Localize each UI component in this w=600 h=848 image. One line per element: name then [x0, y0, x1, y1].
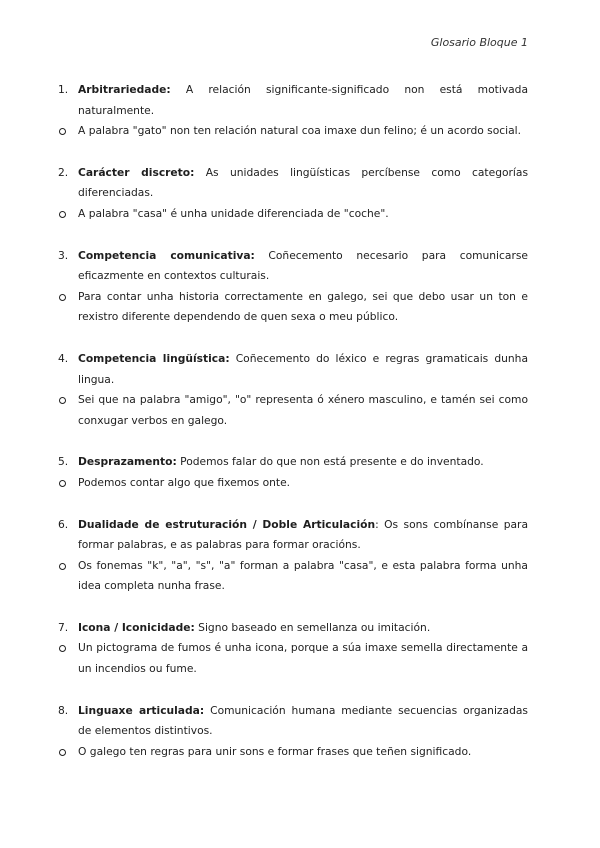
circle-bullet-icon [59, 211, 66, 218]
glossary-entry [58, 246, 528, 328]
entry-definition [58, 80, 528, 121]
circle-bullet-icon [59, 397, 66, 404]
entry-number: 1. [58, 83, 69, 96]
entry-definition [58, 349, 528, 390]
entry-definition [58, 701, 528, 742]
circle-bullet-icon [59, 480, 66, 487]
entry-definition [58, 452, 528, 473]
entry-example-text: Sei que na palabra "amigo", "o" representa ó xénero masculino, e tamén sei como conxugar verbos en galego. [78, 393, 528, 427]
entry-term: Competencia comunicativa: [78, 248, 255, 262]
glossary-entry [58, 80, 528, 142]
entry-example [58, 121, 528, 142]
glossary-entry [58, 349, 528, 431]
entry-term: Icona / Iconicidade: [78, 620, 195, 634]
entry-example-text: A palabra "casa" é unha unidade diferenciada de "coche". [78, 206, 389, 220]
entry-number: 5. [58, 455, 69, 469]
entry-number: 7. [58, 620, 69, 634]
entry-term: Carácter discreto: [78, 165, 195, 179]
entry-definition [58, 246, 528, 287]
circle-bullet-icon [59, 294, 66, 301]
entry-term: Arbitrariedade: [78, 83, 171, 96]
entry-definition-text: : Os sons combínanse para formar palabras, e as palabras para formar oracións. [78, 517, 528, 552]
entry-example-text: Un pictograma de fumos é unha icona, porque a súa imaxe semella directamente a un incendios ou fume. [78, 641, 528, 676]
glossary-list [58, 80, 528, 783]
entry-example-text: O galego ten regras para unir sons e formar frases que teñen significado. [78, 744, 472, 758]
entry-example-text: Podemos contar algo que fixemos onte. [78, 475, 291, 489]
entry-example-text: Os fonemas "k", "a", "s", "a" forman a palabra "casa", e esta palabra forma unha idea completa nunha frase. [78, 558, 528, 593]
entry-number: 3. [58, 248, 69, 262]
entry-term: Linguaxe articulada: [78, 703, 205, 717]
glossary-entry [58, 701, 528, 763]
entry-example [58, 204, 528, 225]
entry-definition-text: A relación significante-significado non está motivada naturalmente. [78, 83, 528, 117]
entry-definition [58, 515, 528, 556]
entry-example [58, 556, 528, 597]
entry-example [58, 742, 528, 763]
entry-example [58, 638, 528, 679]
entry-definition-text: Coñecemento necesario para comunicarse eficazmente en contextos culturais. [78, 248, 528, 283]
circle-bullet-icon [59, 645, 66, 652]
glossary-entry [58, 618, 528, 680]
glossary-entry [58, 452, 528, 493]
entry-number: 2. [58, 165, 69, 179]
glossary-entry [58, 515, 528, 597]
entry-term: Desprazamento: [78, 455, 177, 469]
entry-definition [58, 163, 528, 204]
entry-term: Competencia lingüística: [78, 351, 230, 365]
circle-bullet-icon [59, 563, 66, 570]
entry-example-text: A palabra "gato" non ten relación natural coa imaxe dun felino; é un acordo social. [78, 124, 522, 138]
entry-number: 6. [58, 517, 69, 531]
entry-definition-text: Comunicación humana mediante secuencias organizadas de elementos distintivos. [78, 703, 528, 738]
entry-definition-text: Podemos falar do que non está presente e do inventado. [176, 455, 484, 469]
entry-definition-text: Coñecemento do léxico e regras gramaticais dunha lingua. [78, 351, 528, 386]
entry-definition [58, 618, 528, 639]
entry-definition-text: As unidades lingüísticas percíbense como categorías diferenciadas. [78, 165, 529, 200]
page-header: Glosario Bloque 1 [430, 36, 528, 49]
entry-definition-text: Signo baseado en semellanza ou imitación. [194, 620, 431, 634]
entry-number: 8. [58, 703, 69, 717]
entry-number: 4. [58, 351, 69, 365]
entry-example-text: Para contar unha historia correctamente en galego, sei que debo usar un ton e rexistro diferente dependendo de quen sexa o meu público. [78, 289, 528, 324]
entry-term: Dualidade de estruturación / Doble Articulación [78, 517, 376, 531]
entry-example [58, 287, 528, 328]
glossary-entry [58, 163, 528, 225]
circle-bullet-icon [59, 749, 66, 756]
circle-bullet-icon [59, 128, 66, 135]
entry-example [58, 473, 528, 494]
entry-example [58, 390, 528, 431]
